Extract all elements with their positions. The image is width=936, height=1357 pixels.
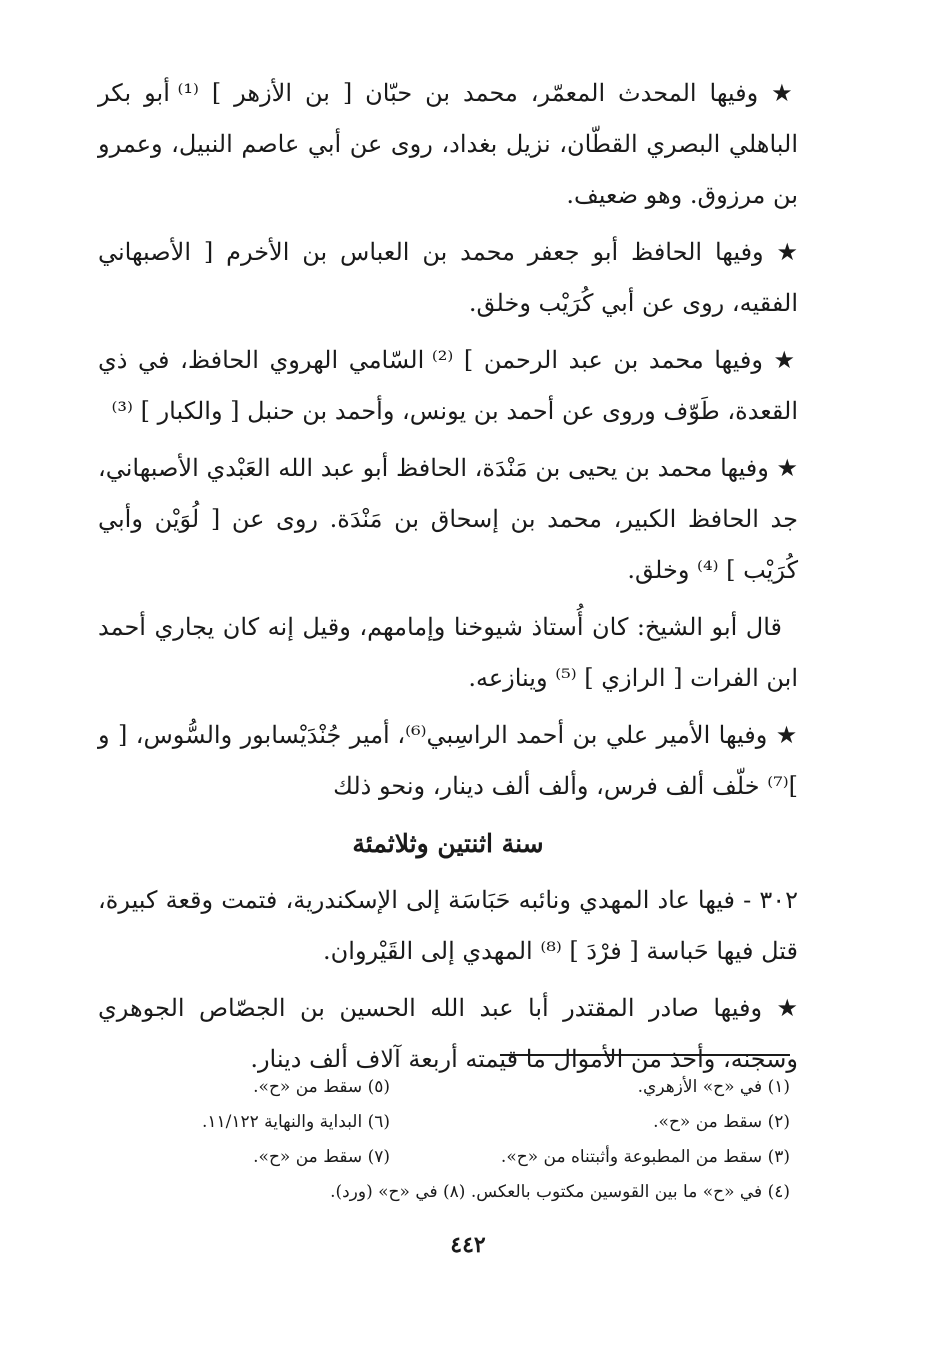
page-number: ٤٤٢: [450, 1232, 486, 1258]
footnote-4-and-8: (٤) في «ح» ما بين القوسين مكتوب بالعكس. (٨) في «ح» (ورد).: [330, 1182, 790, 1202]
paragraph-ibn-al-jassas: ★ وفيها صادر المقتدر أبا عبد الله الحسين بن الجصّاص الجوهري وسجنه، وأخذ من الأموال ما قيمته أربعة آلاف ألف دينار.: [98, 994, 798, 1073]
footnote-row: [150, 1105, 790, 1140]
footnote-separator: [500, 1054, 790, 1056]
footnote-5: (٥) سقط من «ح».: [253, 1077, 390, 1097]
paragraph-year-302-mahdi: ٣٠٢ - فيها عاد المهدي ونائبه حَبَاسَة إلى الإسكندرية، فتمت وقعة كبيرة، قتل فيها حَباسة [ فرْدَ ] ⁽⁸⁾ المهدي إلى القَيْروان.: [98, 886, 798, 965]
footnote-row: [150, 1070, 790, 1105]
paragraph-abu-al-shaykh-quote: قال أبو الشيخ: كان أُستاذ شيوخنا وإمامهم، وقيل إنه كان يجاري أحمد ابن الفرات [ الرازي ] ⁽⁵⁾ وينازعه.: [98, 613, 798, 692]
paragraph-abd-al-rahman-al-harawi: ★ وفيها محمد بن عبد الرحمن ] ⁽²⁾ السّامي الهروي الحافظ، في ذي القعدة، طَوّف وروى عن أحمد بن يونس، وأحمد بن حنبل [ والكبار ] ⁽³⁾: [98, 346, 798, 425]
main-text: [98, 68, 798, 1091]
footnote-3: (٣) سقط من المطبوعة وأثبتناه من «ح».: [500, 1147, 790, 1167]
paragraph-ibn-manda: ★ وفيها محمد بن يحيى بن مَنْدَة، الحافظ أبو عبد الله العَبْدي الأصبهاني، جد الحافظ الكبير، محمد بن إسحاق بن مَنْدَة. روى عن [ لُوَيْن وأبي كُرَيْب ] ⁽⁴⁾ وخلق.: [98, 454, 798, 584]
footnote-7: (٧) سقط من «ح».: [253, 1147, 390, 1167]
paragraph-al-rasibi: ★ وفيها الأمير علي بن أحمد الراسِبي⁽⁶⁾، أمير جُنْدَيْسابور والسُّوس، [ و ]⁽⁷⁾ خلّف ألف فرس، وألف ألف دينار، ونحو ذلك: [98, 721, 799, 800]
section-heading-year-302: سنة اثنتين وثلاثمئة: [352, 829, 544, 858]
footnote-2: (٢) سقط من «ح».: [653, 1112, 790, 1132]
footnotes: [150, 1070, 790, 1210]
paragraph-ibn-al-akhram: ★ وفيها الحافظ أبو جعفر محمد بن العباس بن الأخرم [ الأصبهاني الفقيه، روى عن أبي كُرَيْب وخلق.: [98, 238, 798, 317]
footnote-row: [150, 1175, 790, 1210]
footnote-1: (١) في «ح» الأزهري.: [637, 1077, 790, 1097]
paragraph-ibn-hibban: ★ وفيها المحدث المعمّر، محمد بن حبّان [ بن الأزهر ] ⁽¹⁾ أبو بكر الباهلي البصري القطّان، نزيل بغداد، روى عن أبي عاصم النبيل، وعمرو بن مرزوق. وهو ضعيف.: [98, 79, 799, 209]
footnote-row: [150, 1140, 790, 1175]
footnote-6: (٦) البداية والنهاية ١١/١٢٢.: [201, 1112, 390, 1132]
